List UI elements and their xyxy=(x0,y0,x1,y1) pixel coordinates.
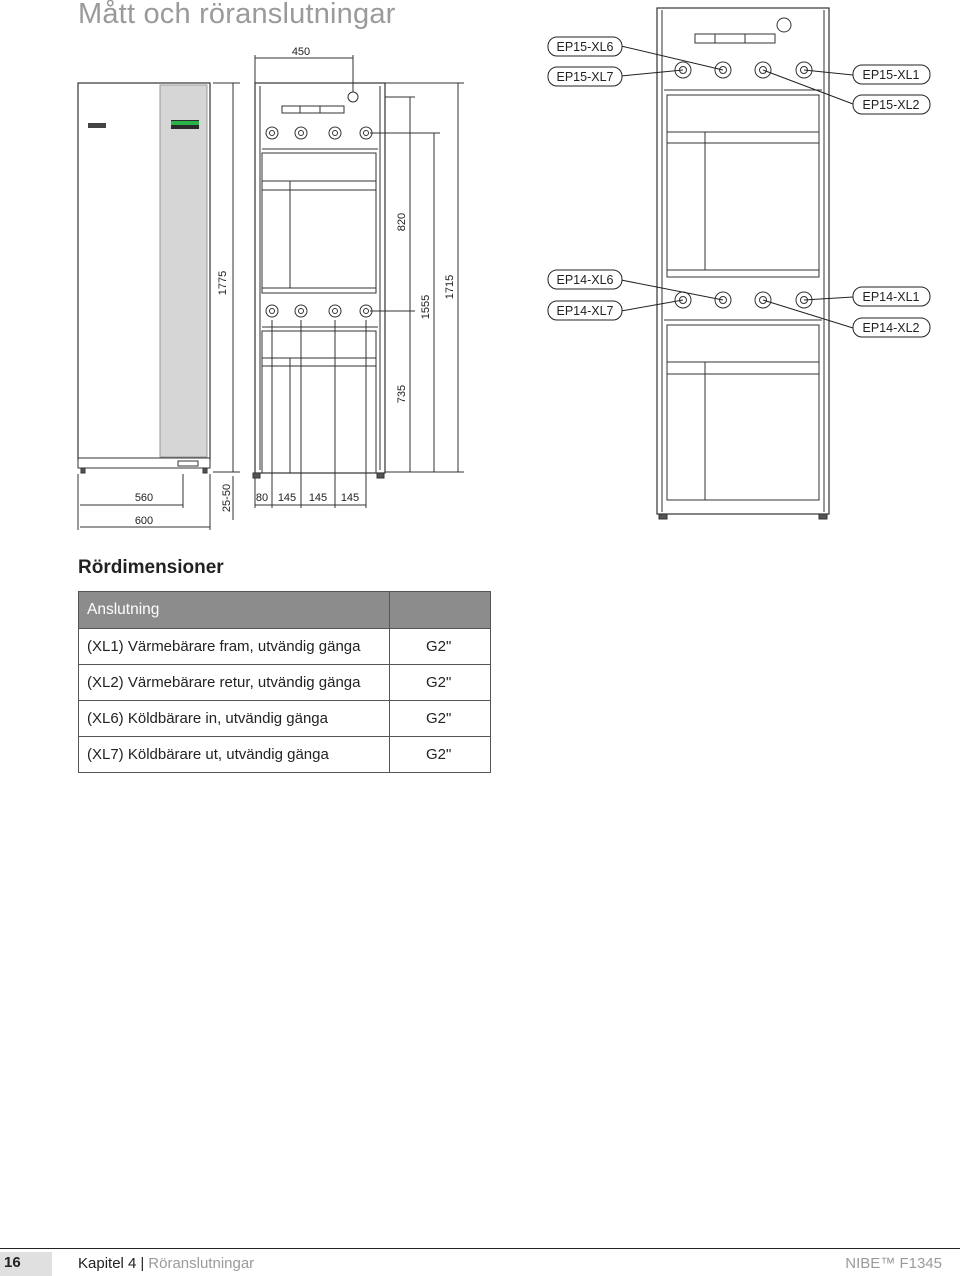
dim-width-560: 560 xyxy=(134,492,154,504)
connection-circle-icon xyxy=(266,305,278,317)
table-row xyxy=(79,737,491,773)
connection-circle-icon xyxy=(295,127,307,139)
connection-circle-icon xyxy=(266,127,278,139)
side-view-foot xyxy=(203,468,207,473)
page-number: 16 xyxy=(0,1252,52,1276)
connection-cell: (XL6) Köldbärare in, utvändig gänga xyxy=(79,701,390,737)
dim-height-1555: 1555 xyxy=(420,294,432,320)
detail-view xyxy=(657,8,829,519)
connection-circle-icon xyxy=(295,305,307,317)
side-view-foot xyxy=(81,468,85,473)
dim-pitch-145: 145 xyxy=(308,492,328,504)
chapter-separator: | xyxy=(140,1255,145,1272)
pipe-dimensions-table xyxy=(78,591,491,773)
connection-circle-icon xyxy=(329,127,341,139)
callout-ep14-xl2-label: EP14-XL2 xyxy=(862,321,920,335)
size-cell: G2" xyxy=(390,737,491,773)
rear-view xyxy=(253,83,385,478)
table-row xyxy=(79,629,491,665)
dim-pitch-80: 80 xyxy=(255,492,269,504)
table-row xyxy=(79,665,491,701)
callout-ep14-xl6-label: EP14-XL6 xyxy=(556,273,614,287)
connection-cell: (XL7) Köldbärare ut, utvändig gänga xyxy=(79,737,390,773)
size-cell: G2" xyxy=(390,665,491,701)
callout-ep15-xl7-label: EP15-XL7 xyxy=(556,70,614,84)
callout-ep14-xl1-label: EP14-XL1 xyxy=(862,290,920,304)
side-view xyxy=(78,83,240,530)
callout-ep14-xl7-label: EP14-XL7 xyxy=(556,304,614,318)
footer-chapter xyxy=(78,1255,254,1272)
chapter-label: Kapitel 4 xyxy=(78,1255,137,1272)
size-cell: G2" xyxy=(390,629,491,665)
side-view-panel xyxy=(160,85,207,457)
callout-ep15-xl6-label: EP15-XL6 xyxy=(556,40,614,54)
dimension-drawing xyxy=(0,0,960,550)
dim-feet: 25-50 xyxy=(221,483,233,513)
section-label: Röranslutningar xyxy=(148,1255,255,1272)
dim-height-1715: 1715 xyxy=(444,274,456,300)
connection-cell: (XL1) Värmebärare fram, utvändig gänga xyxy=(79,629,390,665)
table-row xyxy=(79,701,491,737)
footer-brand: NIBE™ F1345 xyxy=(845,1255,942,1272)
dim-height-735: 735 xyxy=(396,384,408,404)
connection-cell: (XL2) Värmebärare retur, utvändig gänga xyxy=(79,665,390,701)
section-heading: Rördimensioner xyxy=(78,557,224,578)
nibe-logo-icon xyxy=(88,123,106,128)
dim-pitch-145: 145 xyxy=(340,492,360,504)
dim-width-600: 600 xyxy=(134,515,154,527)
table-header-row xyxy=(79,592,491,629)
callout-ep15-xl1-label: EP15-XL1 xyxy=(862,68,920,82)
column-header-connection: Anslutning xyxy=(79,592,390,629)
dim-pitch-145: 145 xyxy=(277,492,297,504)
page-title: Mått och röranslutningar xyxy=(78,0,396,30)
dim-width-top: 450 xyxy=(291,46,311,58)
size-cell: G2" xyxy=(390,701,491,737)
column-header-size xyxy=(390,592,491,629)
connection-circle-icon xyxy=(329,305,341,317)
dim-height-total: 1775 xyxy=(217,270,229,296)
dim-height-820: 820 xyxy=(396,212,408,232)
footer-divider xyxy=(0,1248,960,1249)
side-view-display-green xyxy=(171,121,199,125)
callout-ep15-xl2-label: EP15-XL2 xyxy=(862,98,920,112)
